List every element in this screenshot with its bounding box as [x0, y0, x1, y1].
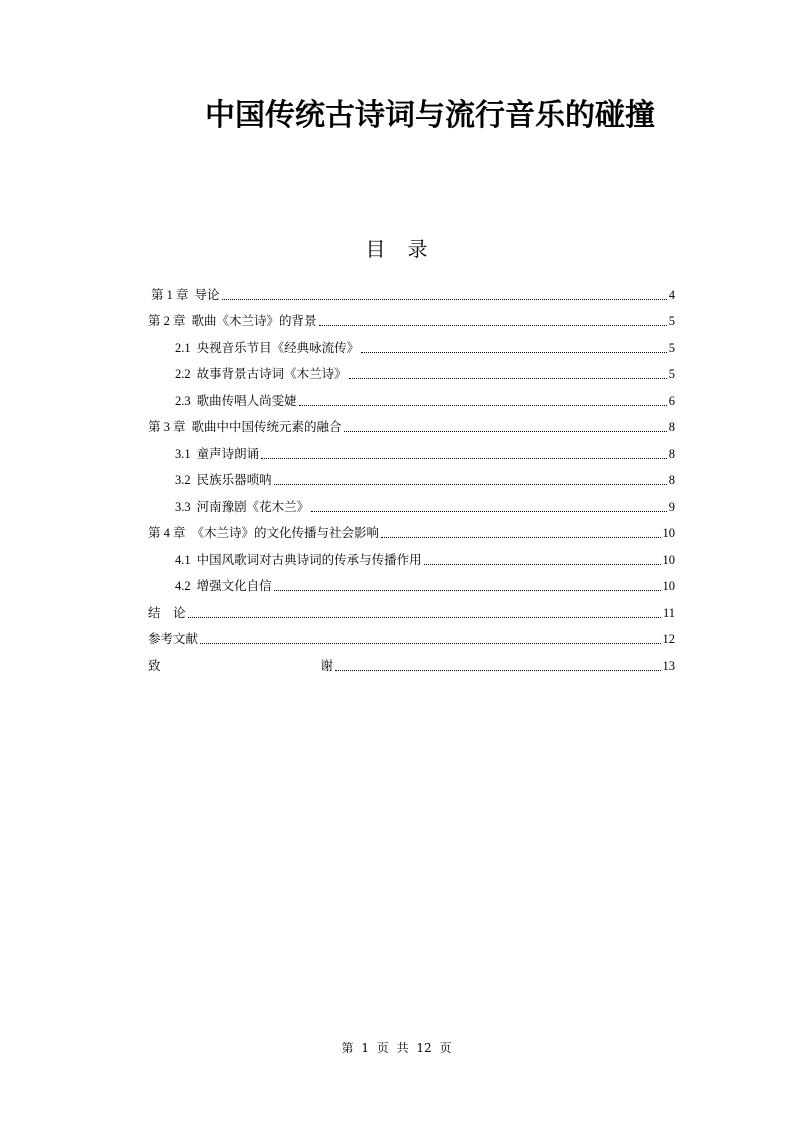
toc-entry-title: 童声诗朗诵	[196, 446, 260, 461]
toc-entry-title: 结 论	[148, 605, 186, 620]
toc-page-number: 4	[668, 288, 675, 302]
toc-entry-title: 谢	[320, 658, 333, 673]
toc-entry-number: 2.2	[175, 367, 191, 381]
toc-entry-title: 民族乐器唢呐	[196, 472, 272, 487]
document-title: 中国传统古诗词与流行音乐的碰撞	[205, 98, 655, 133]
toc-page-number: 8	[668, 420, 675, 434]
toc-dot-leader	[274, 483, 667, 485]
page-footer: 第 1 页 共 12 页	[341, 1041, 452, 1055]
toc-dot-leader	[200, 642, 660, 644]
toc-entry-title: 河南豫剧《花木兰》	[196, 499, 310, 514]
toc-page-number: 5	[668, 314, 675, 328]
toc-entry-title: 致	[148, 658, 161, 673]
toc-page-number: 5	[668, 367, 675, 381]
toc-page-number: 10	[662, 553, 675, 567]
toc-heading-char: 录	[407, 237, 428, 261]
toc-entry-chapter-1[interactable]	[151, 284, 675, 304]
toc-entry-title: 歌曲传唱人尚雯婕	[196, 393, 297, 408]
toc-page-number: 10	[662, 579, 675, 593]
toc-dot-leader	[381, 536, 660, 538]
toc-entry-chapter-4[interactable]	[148, 522, 675, 542]
toc-entry-number: 3.3	[175, 500, 191, 514]
toc-dot-leader	[335, 669, 661, 671]
toc-entry-section-3-1[interactable]	[175, 443, 675, 463]
toc-page-number: 5	[668, 341, 675, 355]
toc-entry-section-4-2[interactable]	[175, 575, 675, 595]
toc-entry-number: 4.2	[175, 579, 191, 593]
toc-dot-leader	[261, 457, 667, 459]
toc-entry-acknowledgements[interactable]	[148, 655, 675, 675]
toc-entry-section-2-3[interactable]	[175, 390, 675, 410]
toc-heading-char: 目	[365, 237, 386, 261]
toc-entry-section-2-2[interactable]	[175, 363, 675, 383]
toc-dot-leader	[311, 510, 667, 512]
toc-page-number: 6	[668, 394, 675, 408]
toc-entry-number: 第 3 章	[148, 420, 186, 434]
toc-dot-leader	[188, 616, 661, 618]
toc-entry-number: 第 2 章	[148, 314, 186, 328]
toc-entry-title: 中国风歌词对古典诗词的传承与传播作用	[196, 552, 422, 567]
toc-page-number: 12	[662, 632, 675, 646]
toc-entry-section-3-3[interactable]	[175, 496, 675, 516]
toc-entry-title: 故事背景古诗词《木兰诗》	[196, 366, 347, 381]
toc-page-number: 8	[668, 473, 675, 487]
toc-entry-title: 参考文献	[148, 631, 199, 646]
toc-entry-number: 第 1 章	[151, 288, 189, 302]
toc-entry-number: 2.1	[175, 341, 191, 355]
toc-dot-leader	[424, 563, 661, 565]
toc-entry-section-2-1[interactable]	[175, 337, 675, 357]
toc-dot-leader	[344, 430, 667, 432]
toc-dot-leader	[274, 589, 661, 591]
toc-entry-title: 歌曲中中国传统元素的融合	[191, 419, 342, 434]
toc-dot-leader	[299, 404, 667, 406]
toc-entry-number: 第 4 章	[148, 526, 186, 540]
toc-dot-leader	[349, 377, 667, 379]
toc-entry-chapter-2[interactable]	[148, 310, 675, 330]
toc-entry-title: 央视音乐节目《经典咏流传》	[196, 340, 360, 355]
toc-entry-references[interactable]	[148, 628, 675, 648]
toc-page-number: 9	[668, 500, 675, 514]
toc-dot-leader	[361, 351, 667, 353]
toc-entry-number: 4.1	[175, 553, 191, 567]
toc-dot-leader	[319, 324, 667, 326]
toc-entry-number: 2.3	[175, 394, 191, 408]
toc-entry-number: 3.2	[175, 473, 191, 487]
toc-page-number: 8	[668, 447, 675, 461]
toc-page-number: 11	[662, 606, 675, 620]
toc-dot-leader	[222, 298, 667, 300]
toc-entry-conclusion[interactable]	[148, 602, 675, 622]
toc-entry-title: 歌曲《木兰诗》的背景	[191, 313, 317, 328]
toc-entry-title: 增强文化自信	[196, 578, 272, 593]
toc-entry-chapter-3[interactable]	[148, 416, 675, 436]
toc-entry-section-3-2[interactable]	[175, 469, 675, 489]
toc-entry-title: 《木兰诗》的文化传播与社会影响	[191, 525, 380, 540]
toc-entry-number: 3.1	[175, 447, 191, 461]
toc-entry-section-4-1[interactable]	[175, 549, 675, 569]
toc-entry-title: 导论	[194, 287, 220, 302]
toc-heading	[0, 236, 793, 262]
toc-page-number: 10	[662, 526, 675, 540]
toc-page-number: 13	[662, 659, 675, 673]
